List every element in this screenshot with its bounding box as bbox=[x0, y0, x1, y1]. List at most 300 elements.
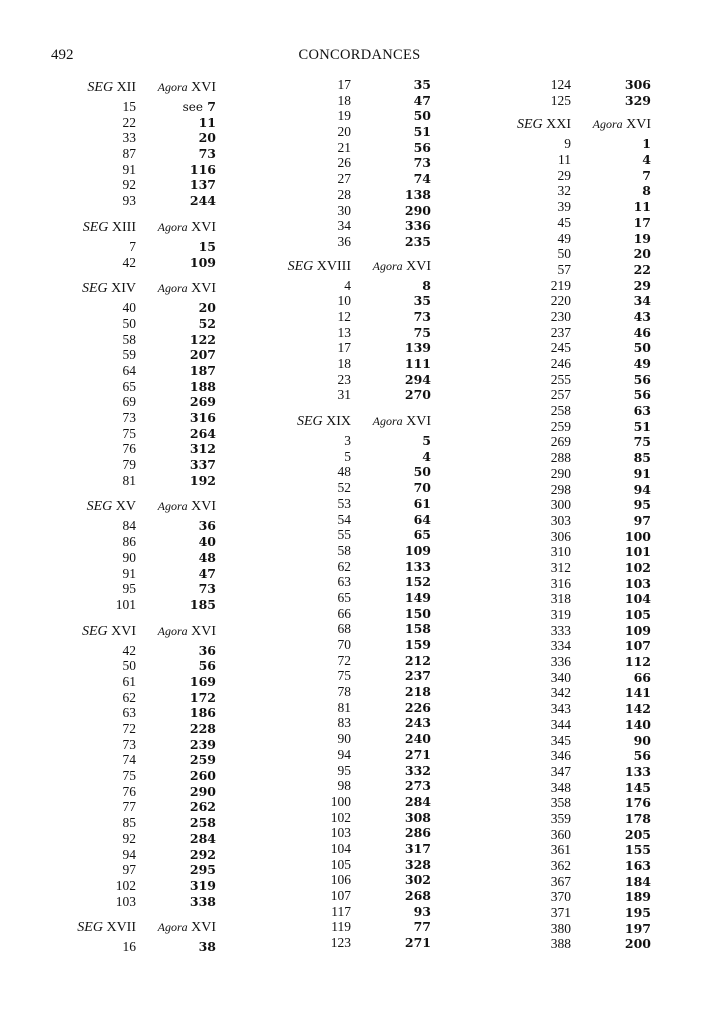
concordance-row bbox=[68, 799, 216, 815]
seg-number: 33 bbox=[122, 130, 136, 146]
agora-number bbox=[351, 606, 431, 622]
agora-number bbox=[351, 637, 431, 653]
seg-number: 342 bbox=[550, 685, 571, 701]
concordance-row bbox=[503, 936, 651, 952]
concordance-row bbox=[68, 784, 216, 800]
seg-number: 34 bbox=[337, 218, 351, 234]
agora-value: 169 bbox=[189, 673, 216, 689]
agora-number bbox=[136, 878, 216, 894]
agora-value: 178 bbox=[624, 810, 651, 826]
agora-volume-number: XVI bbox=[191, 219, 216, 235]
agora-number bbox=[571, 905, 651, 921]
seg-number: 36 bbox=[337, 233, 351, 249]
concordance-row bbox=[283, 559, 431, 575]
agora-number bbox=[351, 480, 431, 496]
concordance-row bbox=[503, 733, 651, 749]
agora-value: 235 bbox=[404, 233, 431, 249]
agora-value: 38 bbox=[198, 939, 216, 955]
concordance-section bbox=[68, 278, 216, 488]
seg-number: 104 bbox=[330, 840, 351, 856]
seg-volume-number: XV bbox=[115, 499, 136, 515]
agora-value: 74 bbox=[413, 171, 431, 187]
agora-value: 109 bbox=[404, 542, 431, 558]
concordance-row bbox=[283, 372, 431, 388]
agora-number bbox=[571, 450, 651, 466]
concordance-row bbox=[283, 778, 431, 794]
seg-number: 100 bbox=[330, 793, 351, 809]
agora-value: 142 bbox=[624, 701, 651, 717]
seg-number: 370 bbox=[550, 889, 571, 905]
seg-abbrev: SEG bbox=[81, 623, 108, 639]
agora-number bbox=[351, 187, 431, 203]
agora-value: 43 bbox=[633, 308, 651, 324]
seg-volume-label bbox=[68, 281, 136, 297]
seg-number: 32 bbox=[557, 183, 571, 199]
agora-value: 56 bbox=[633, 387, 651, 403]
agora-value: 64 bbox=[413, 511, 431, 527]
seg-number: 13 bbox=[337, 324, 351, 340]
agora-abbrev: Agora bbox=[372, 414, 403, 429]
agora-number bbox=[571, 921, 651, 937]
seg-number: 347 bbox=[550, 763, 571, 779]
section-header bbox=[283, 256, 431, 278]
seg-number: 343 bbox=[550, 701, 571, 717]
concordance-row bbox=[68, 177, 216, 193]
seg-number: 58 bbox=[122, 331, 136, 347]
seg-number: 4 bbox=[344, 277, 351, 293]
agora-number bbox=[136, 255, 216, 271]
concordance-row bbox=[68, 239, 216, 255]
concordance-row bbox=[68, 410, 216, 426]
seg-number: 15 bbox=[122, 99, 136, 114]
concordance-row bbox=[503, 497, 651, 513]
agora-value: 63 bbox=[633, 403, 651, 419]
agora-value: 187 bbox=[189, 362, 216, 378]
agora-number bbox=[351, 715, 431, 731]
seg-number: 84 bbox=[122, 518, 136, 534]
agora-value: 17 bbox=[633, 214, 651, 230]
seg-number: 91 bbox=[122, 565, 136, 581]
concordance-row bbox=[503, 889, 651, 905]
seg-number: 102 bbox=[330, 809, 351, 825]
concordance-section bbox=[68, 496, 216, 612]
concordance-row bbox=[283, 527, 431, 543]
agora-number bbox=[571, 152, 651, 168]
agora-number bbox=[351, 496, 431, 512]
seg-number: 344 bbox=[550, 716, 571, 732]
concordance-row bbox=[68, 752, 216, 768]
concordance-section bbox=[68, 621, 216, 910]
agora-number bbox=[571, 936, 651, 952]
seg-number: 102 bbox=[115, 877, 136, 893]
concordance-row bbox=[68, 643, 216, 659]
agora-number bbox=[571, 77, 651, 93]
concordance-row bbox=[68, 550, 216, 566]
agora-value: 295 bbox=[189, 862, 216, 878]
agora-number bbox=[136, 815, 216, 831]
agora-value: 49 bbox=[633, 356, 651, 371]
concordance-row bbox=[68, 473, 216, 489]
concordance-row bbox=[68, 255, 216, 271]
agora-number bbox=[136, 379, 216, 395]
seg-number: 58 bbox=[337, 542, 351, 558]
concordance-row bbox=[68, 518, 216, 534]
seg-number: 90 bbox=[337, 731, 351, 747]
seg-number: 50 bbox=[122, 315, 136, 331]
seg-number: 21 bbox=[337, 139, 351, 155]
concordance-row bbox=[503, 685, 651, 701]
agora-number bbox=[351, 527, 431, 543]
agora-volume-label bbox=[351, 259, 431, 275]
concordance-row bbox=[68, 162, 216, 178]
concordance-row bbox=[283, 218, 431, 234]
seg-number: 105 bbox=[330, 856, 351, 872]
concordance-row bbox=[503, 152, 651, 168]
concordance-row bbox=[68, 300, 216, 316]
concordance-row bbox=[283, 108, 431, 124]
concordance-row bbox=[503, 654, 651, 670]
agora-value: 152 bbox=[404, 574, 431, 590]
agora-value: 205 bbox=[624, 826, 651, 842]
agora-value: 192 bbox=[189, 472, 216, 488]
agora-number bbox=[571, 544, 651, 560]
agora-volume-label bbox=[571, 117, 651, 133]
seg-number: 230 bbox=[550, 308, 571, 324]
agora-value: 8 bbox=[642, 183, 651, 199]
concordance-row bbox=[68, 768, 216, 784]
seg-volume-number: XIII bbox=[111, 219, 136, 235]
concordance-row bbox=[503, 215, 651, 231]
agora-number bbox=[351, 293, 431, 309]
agora-number bbox=[351, 684, 431, 700]
concordance-row bbox=[503, 764, 651, 780]
concordance-row bbox=[503, 482, 651, 498]
seg-number: 380 bbox=[550, 920, 571, 936]
seg-number: 5 bbox=[344, 448, 351, 464]
concordance-row bbox=[68, 566, 216, 582]
agora-number bbox=[571, 529, 651, 545]
concordance-row bbox=[68, 332, 216, 348]
seg-number: 92 bbox=[122, 830, 136, 846]
agora-number bbox=[571, 733, 651, 749]
section-header bbox=[283, 411, 431, 433]
concordance-row bbox=[503, 340, 651, 356]
concordance-row bbox=[283, 684, 431, 700]
agora-volume-label bbox=[136, 920, 216, 936]
seg-number: 246 bbox=[550, 356, 571, 371]
seg-abbrev: SEG bbox=[77, 920, 103, 936]
agora-number bbox=[571, 434, 651, 450]
seg-number: 219 bbox=[550, 277, 571, 293]
agora-number bbox=[571, 827, 651, 843]
concordance-row bbox=[283, 140, 431, 156]
concordance-row bbox=[283, 825, 431, 841]
agora-number bbox=[571, 764, 651, 780]
seg-number: 92 bbox=[122, 177, 136, 193]
concordance-row bbox=[503, 795, 651, 811]
agora-number bbox=[571, 246, 651, 262]
agora-value: 102 bbox=[624, 559, 651, 575]
agora-number bbox=[571, 293, 651, 309]
running-head: CONCORDANCES bbox=[298, 47, 421, 63]
agora-number bbox=[136, 239, 216, 255]
concordance-row bbox=[283, 700, 431, 716]
seg-number: 257 bbox=[550, 387, 571, 403]
agora-value: 149 bbox=[404, 589, 431, 605]
concordance-row bbox=[68, 847, 216, 863]
seg-number: 12 bbox=[337, 308, 351, 324]
agora-value: 94 bbox=[633, 481, 651, 497]
seg-number: 17 bbox=[337, 340, 351, 356]
agora-value: 302 bbox=[404, 872, 431, 888]
concordance-row bbox=[68, 379, 216, 395]
concordance-row bbox=[283, 919, 431, 935]
seg-number: 66 bbox=[337, 605, 351, 621]
seg-number: 61 bbox=[122, 673, 136, 689]
agora-number bbox=[351, 731, 431, 747]
seg-number: 97 bbox=[122, 862, 136, 878]
agora-number bbox=[351, 171, 431, 187]
seg-number: 360 bbox=[550, 826, 571, 842]
seg-number: 125 bbox=[550, 92, 571, 108]
agora-number bbox=[136, 831, 216, 847]
agora-abbrev: Agora bbox=[157, 219, 188, 234]
concordance-row bbox=[503, 874, 651, 890]
agora-value: 50 bbox=[413, 464, 431, 480]
agora-value: 61 bbox=[413, 495, 431, 511]
agora-number bbox=[571, 576, 651, 592]
seg-number: 65 bbox=[122, 378, 136, 394]
seg-number: 312 bbox=[550, 559, 571, 575]
page-header bbox=[0, 47, 719, 67]
concordance-row bbox=[283, 203, 431, 219]
agora-value: 139 bbox=[404, 340, 431, 356]
concordance-row bbox=[68, 878, 216, 894]
concordance-row bbox=[503, 168, 651, 184]
concordance-row bbox=[503, 136, 651, 152]
agora-number bbox=[571, 466, 651, 482]
agora-number bbox=[351, 234, 431, 250]
seg-number: 86 bbox=[122, 534, 136, 550]
concordance-section bbox=[283, 256, 431, 404]
agora-value: 338 bbox=[189, 893, 216, 909]
agora-number bbox=[571, 513, 651, 529]
agora-number bbox=[351, 464, 431, 480]
agora-number bbox=[571, 403, 651, 419]
agora-value: 112 bbox=[624, 654, 651, 670]
agora-value: 40 bbox=[198, 534, 216, 550]
agora-number bbox=[351, 278, 431, 294]
concordance-row bbox=[503, 356, 651, 372]
seg-number: 94 bbox=[122, 846, 136, 862]
concordance-row bbox=[68, 705, 216, 721]
agora-value: 4 bbox=[422, 448, 431, 464]
agora-value: 286 bbox=[404, 825, 431, 841]
agora-volume-number: XVI bbox=[191, 499, 216, 515]
agora-value: 185 bbox=[189, 596, 216, 612]
agora-value: 29 bbox=[633, 277, 651, 293]
concordance-row bbox=[283, 234, 431, 250]
agora-number bbox=[571, 325, 651, 341]
concordance-row bbox=[68, 737, 216, 753]
agora-volume-label bbox=[136, 80, 216, 96]
concordance-row bbox=[503, 403, 651, 419]
concordance-row bbox=[283, 480, 431, 496]
agora-volume-number: XVI bbox=[191, 623, 216, 639]
agora-number bbox=[351, 810, 431, 826]
seg-number: 101 bbox=[115, 596, 136, 612]
concordance-row bbox=[503, 591, 651, 607]
page-number: 492 bbox=[51, 47, 74, 63]
seg-number: 48 bbox=[337, 464, 351, 480]
seg-number: 290 bbox=[550, 465, 571, 481]
seg-abbrev: SEG bbox=[87, 80, 114, 95]
agora-value: 259 bbox=[189, 752, 216, 768]
agora-value: 172 bbox=[189, 689, 216, 705]
agora-value: 7 bbox=[642, 167, 651, 183]
concordance-row bbox=[68, 815, 216, 831]
seg-number: 245 bbox=[550, 340, 571, 356]
agora-number bbox=[351, 218, 431, 234]
agora-abbrev: Agora bbox=[157, 281, 188, 296]
seg-volume-label bbox=[68, 220, 136, 236]
seg-number: 73 bbox=[122, 410, 136, 425]
concordance-row bbox=[68, 534, 216, 550]
agora-number bbox=[136, 784, 216, 800]
concordance-row bbox=[283, 715, 431, 731]
agora-value: 186 bbox=[189, 705, 216, 721]
agora-number bbox=[136, 410, 216, 426]
seg-number: 53 bbox=[337, 495, 351, 511]
agora-value: 50 bbox=[633, 340, 651, 356]
agora-value: 159 bbox=[404, 637, 431, 652]
agora-abbrev: Agora bbox=[372, 258, 403, 273]
agora-value: 35 bbox=[413, 293, 431, 309]
agora-number bbox=[571, 717, 651, 733]
agora-number bbox=[351, 155, 431, 171]
section-header bbox=[68, 217, 216, 239]
agora-value: 105 bbox=[624, 607, 651, 622]
agora-number bbox=[571, 482, 651, 498]
concordance-row bbox=[283, 731, 431, 747]
seg-volume-label bbox=[283, 259, 351, 275]
concordance-row bbox=[283, 747, 431, 763]
agora-number bbox=[571, 701, 651, 717]
agora-value: 51 bbox=[413, 124, 431, 140]
concordance-row bbox=[283, 763, 431, 779]
agora-value: 95 bbox=[633, 497, 651, 513]
concordance-row bbox=[283, 904, 431, 920]
seg-number: 11 bbox=[558, 152, 571, 168]
agora-volume-label bbox=[136, 499, 216, 515]
seg-number: 39 bbox=[557, 199, 571, 215]
concordance-row bbox=[283, 464, 431, 480]
seg-number: 117 bbox=[331, 903, 351, 919]
concordance-row bbox=[283, 637, 431, 653]
agora-value: 312 bbox=[189, 441, 216, 457]
agora-value: 188 bbox=[189, 378, 216, 394]
agora-number bbox=[351, 668, 431, 684]
seg-number: 334 bbox=[550, 638, 571, 654]
seg-abbrev: SEG bbox=[516, 117, 543, 133]
seg-number: 85 bbox=[122, 815, 136, 831]
seg-number: 22 bbox=[122, 114, 136, 130]
concordance-row bbox=[283, 543, 431, 559]
agora-number bbox=[136, 394, 216, 410]
agora-number bbox=[351, 574, 431, 590]
agora-value: 90 bbox=[633, 732, 651, 748]
agora-abbrev: Agora bbox=[157, 623, 188, 638]
agora-value: 70 bbox=[413, 480, 431, 496]
concordance-row bbox=[283, 309, 431, 325]
concordance-row bbox=[503, 231, 651, 247]
agora-number bbox=[571, 340, 651, 356]
agora-value: 7 bbox=[207, 99, 216, 114]
agora-number bbox=[136, 597, 216, 613]
seg-number: 54 bbox=[337, 511, 351, 527]
seg-number: 358 bbox=[550, 795, 571, 811]
seg-number: 83 bbox=[337, 715, 351, 731]
seg-number: 319 bbox=[550, 607, 571, 622]
concordance-row bbox=[503, 638, 651, 654]
agora-value: 34 bbox=[633, 293, 651, 309]
seg-number: 269 bbox=[550, 434, 571, 450]
agora-number bbox=[351, 872, 431, 888]
agora-number bbox=[136, 862, 216, 878]
seg-volume-number: XVII bbox=[106, 920, 136, 936]
agora-number bbox=[571, 591, 651, 607]
concordance-row bbox=[283, 872, 431, 888]
agora-number bbox=[351, 747, 431, 763]
agora-value: 56 bbox=[633, 748, 651, 764]
seg-number: 81 bbox=[337, 699, 351, 715]
agora-value: 20 bbox=[633, 246, 651, 262]
agora-number bbox=[351, 449, 431, 465]
seg-number: 288 bbox=[550, 450, 571, 466]
concordance-row bbox=[503, 670, 651, 686]
agora-number bbox=[351, 325, 431, 341]
seg-number: 40 bbox=[122, 300, 136, 316]
agora-number bbox=[136, 939, 216, 955]
concordance-row bbox=[283, 841, 431, 857]
seg-number: 70 bbox=[337, 637, 351, 652]
agora-number bbox=[571, 262, 651, 278]
agora-value: 4 bbox=[642, 152, 651, 168]
agora-value: 77 bbox=[413, 919, 431, 935]
agora-value: 56 bbox=[198, 658, 216, 674]
agora-value: 85 bbox=[633, 450, 651, 466]
agora-abbrev: Agora bbox=[157, 80, 188, 94]
agora-number bbox=[351, 387, 431, 403]
agora-volume-label bbox=[136, 220, 216, 236]
concordance-row bbox=[68, 363, 216, 379]
concordance-row bbox=[283, 668, 431, 684]
agora-value: 328 bbox=[404, 856, 431, 872]
agora-value: 8 bbox=[422, 277, 431, 293]
concordance-section bbox=[503, 114, 651, 952]
agora-number bbox=[351, 356, 431, 372]
concordance-section bbox=[68, 77, 216, 209]
agora-value: 56 bbox=[413, 139, 431, 155]
agora-number bbox=[136, 130, 216, 146]
concordance-row bbox=[503, 576, 651, 592]
seg-volume-label bbox=[68, 80, 136, 96]
see-reference: see bbox=[182, 100, 203, 114]
concordance-row bbox=[68, 658, 216, 674]
seg-number: 79 bbox=[122, 457, 136, 473]
agora-value: 11 bbox=[633, 199, 651, 215]
agora-number bbox=[351, 543, 431, 559]
